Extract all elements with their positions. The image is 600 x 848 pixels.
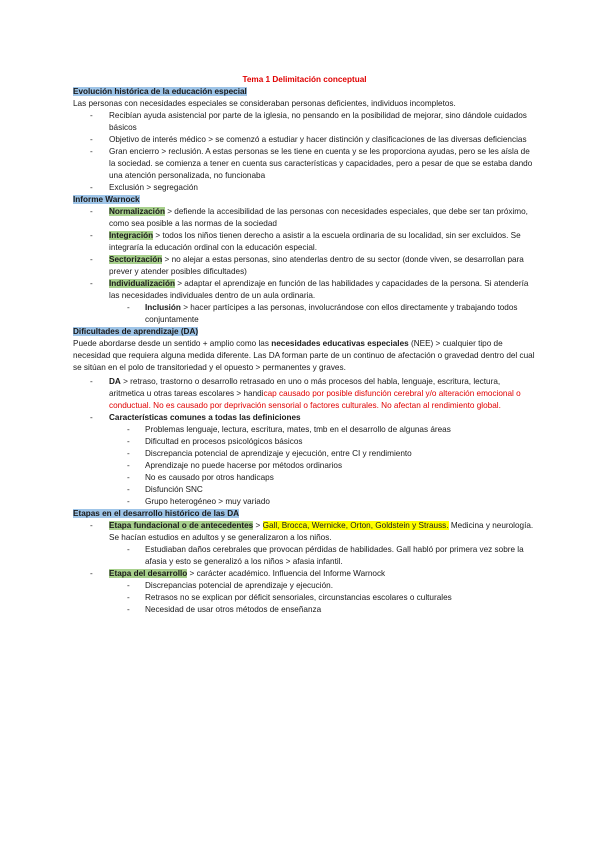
document-title: Tema 1 Delimitación conceptual <box>242 75 367 84</box>
sub-list-item: - Disfunción SNC <box>73 484 536 496</box>
section-heading-dificultades: Dificultades de aprendizaje (DA) <box>73 327 199 336</box>
section-heading-etapas: Etapas en el desarrollo histórico de las DA <box>73 509 240 518</box>
list-item: - Individualización > adaptar el aprendizaje en función de las habilidades y capacidades de la persona. Si atendería las necesidades individuales dentro de un aula ordinaria. <box>73 278 536 302</box>
section-heading-evolucion: Evolución histórica de la educación especial <box>73 87 247 96</box>
paragraph: Las personas con necesidades especiales se consideraban personas deficientes, individuos incompletos. <box>73 99 456 108</box>
bullet-list <box>73 376 536 508</box>
list-item: - Etapa fundacional o de antecedentes > Gall, Brocca, Wernicke, Orton, Goldstein y Strauss. Medicina y neurología. Se hacían estudios en adultos y se generalizaron a los niños. <box>73 520 536 544</box>
sub-list-item: - Discrepancia potencial de aprendizaje y ejecución, entre CI y rendimiento <box>73 448 536 460</box>
list-item: - Características comunes a todas las definiciones <box>73 412 536 424</box>
bullet-list <box>73 110 536 194</box>
sub-list-item: - Inclusión > hacer partícipes a las personas, involucrándose con ellos directamente y trabajando todos conjuntamente <box>73 302 536 326</box>
sub-list-item: - Retrasos no se explican por déficit sensoriales, circunstancias escolares o culturales <box>73 592 536 604</box>
sub-list-item: - Estudiaban daños cerebrales que provocan pérdidas de habilidades. Gall habló por primera vez sobre la afasia y esto se generalizó a los niños > afasia infantil. <box>73 544 536 568</box>
paragraph: Puede abordarse desde un sentido + amplio como las necesidades educativas especiales (NEE) > cualquier tipo de necesidad que requiera alguna medida diferente. Las DA forman parte de un continuo de afectación o gravedad dentro del cual se sitúan en el polo de transitoriedad y el opuesto > permanentes y graves. <box>73 339 535 372</box>
list-item: - Gran encierro > reclusión. A estas personas se les tiene en cuenta y se les proporciona ayudas, pero se les aísla de la sociedad. se comienza a tener en cuenta sus características y capacidades, pero a pesar de que se estaba dando una atención personalizada, no funcionaba <box>73 146 536 182</box>
list-item: - Objetivo de interés médico > se comenzó a estudiar y hacer distinción y clasificaciones de las diversas deficiencias <box>73 134 536 146</box>
bullet-list <box>73 206 536 326</box>
list-item: - Etapa del desarrollo > carácter académico. Influencia del Informe Warnock <box>73 568 536 580</box>
sub-list-item: - No es causado por otros handicaps <box>73 472 536 484</box>
list-item: - DA > retraso, trastorno o desarrollo retrasado en uno o más procesos del habla, lenguaje, escritura, lectura, aritmetica u otras tareas escolares > handicap causado por posible disfunción cerebral y/o alteración emocional o conductual. No es causado por deprivación sensorial o factores culturales. No afectan al rendimiento global. <box>73 376 536 412</box>
list-item: - Integración > todos los niños tienen derecho a asistir a la escuela ordinaria de su localidad, sin ser excluidos. Se integraría la educación ordinal con la educación especial. <box>73 230 536 254</box>
sub-list-item: - Grupo heterogéneo > muy variado <box>73 496 536 508</box>
sub-list-item: - Problemas lenguaje, lectura, escritura, mates, tmb en el desarrollo de algunas áreas <box>73 424 536 436</box>
sub-list-item: - Aprendizaje no puede hacerse por métodos ordinarios <box>73 460 536 472</box>
sub-list-item: - Dificultad en procesos psicológicos básicos <box>73 436 536 448</box>
sub-list-item: - Necesidad de usar otros métodos de enseñanza <box>73 604 536 616</box>
sub-list-item: - Discrepancias potencial de aprendizaje y ejecución. <box>73 580 536 592</box>
list-item: - Recibían ayuda asistencial por parte de la iglesia, no pensando en la posibilidad de mejorar, sino dándole cuidados básicos <box>73 110 536 134</box>
list-item: - Normalización > defiende la accesibilidad de las personas con necesidades especiales, que debe ser tan próximo, como sea posible a las normas de la sociedad <box>73 206 536 230</box>
list-item: - Sectorización > no alejar a estas personas, sino atenderlas dentro de su sector (donde viven, se desarrollan para prever y atender posibles dificultades) <box>73 254 536 278</box>
list-item: - Exclusión > segregación <box>73 182 536 194</box>
section-heading-warnock: Informe Warnock <box>73 195 140 204</box>
bullet-list <box>73 520 536 616</box>
